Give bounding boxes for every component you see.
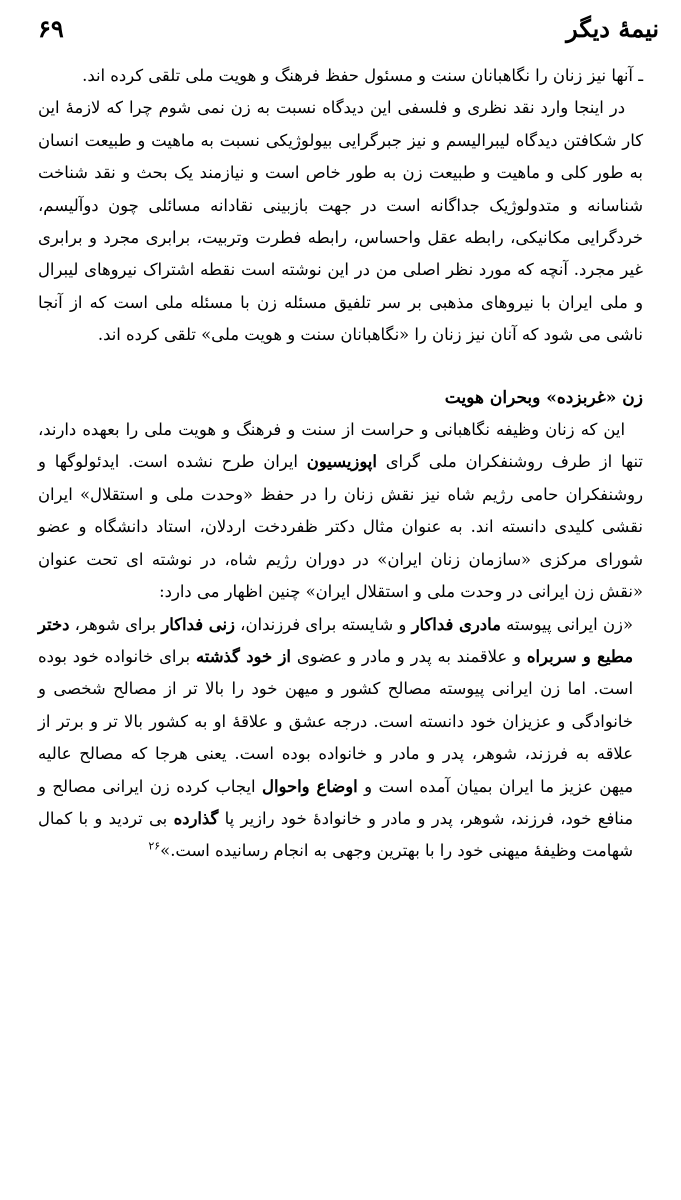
quote-bold: مادری فداکار — [411, 614, 501, 634]
quote-text: بی تردید و با کمال شهامت وظیفهٔ میهنی خود را با بهترین وجهی به انجام رسانیده است.» — [38, 808, 633, 861]
quote-text: «زن ایرانی پیوسته — [500, 614, 633, 634]
section-heading: زن «غربزده» وبحران هویت — [444, 387, 643, 408]
running-title: نیمهٔ دیگر — [566, 14, 659, 43]
quote-bold: گذارده — [173, 808, 219, 828]
bold-term: اپوزیسیون — [306, 452, 377, 472]
page-body — [38, 60, 643, 868]
page-header — [38, 8, 659, 48]
quote-text: برای شوهر، — [69, 614, 162, 634]
paragraph-continuation: ـ آنها نیز زنان را نگاهبانان سنت و مسئول حفظ فرهنگ و هویت ملی تلقی کرده اند. — [82, 66, 643, 85]
footnote-reference: ۲۶ — [148, 839, 161, 853]
quote-text: و شایسته برای فرزندان، — [234, 614, 412, 634]
quote-bold: از خود گذشته — [195, 646, 291, 666]
paragraph-identity — [38, 414, 643, 608]
quote-bold: دختر مطیع و سربراه — [38, 614, 634, 666]
page-number: ۶۹ — [38, 14, 64, 43]
quote-bold: اوضاع واحوال — [262, 776, 358, 796]
quote-text: برای خانواده خود بوده است. اما زن ایرانی پیوسته مصالح کشور و میهن خود را بالا تر از مصالح شخصی و خانوادگی و عزیزان خود دانسته است. درجه عشق و علاقهٔ او به کشور بالا تر و برتر از علاقه به فرزند، شوهر، پدر و مادر و خانواده بوده است. یعنی هرجا که مصالح عالیه میهن عزیز ما ایران بمیان آمده است و — [38, 646, 633, 796]
paragraph-text: ایران طرح نشده است. ایدئولوگها و روشنفکران حامی رژیم شاه نیز نقش زنان را در حفظ «وحدت ملی و استقلال» ایران نقشی کلیدی دانسته اند. به عنوان مثال دکتر ظفردخت اردلان، استاد دانشگاه و عضو شورای مرکزی «سازمان زنان ایران» در دوران رژیم شاه، در نوشته ای تحت عنوان «نقش زن ایرانی در وحدت ملی و استقلال ایران» چنین اظهار می دارد: — [38, 452, 643, 602]
paragraph-text: این که زنان وظیفه نگاهبانی و حراست از سنت و فرهنگ و هویت ملی را بعهده دارند، تنها از طرف روشنفکران ملی گرای — [38, 420, 643, 472]
paragraph-critique: در اینجا وارد نقد نظری و فلسفی این دیدگاه نسبت به زن نمی شوم چرا که لازمهٔ این کار شکافتن دیدگاه لیبرالیسم و نیز جبرگرایی بیولوژیکی نسبت به ماهیت و طبیعت انسان به طور کلی و ماهیت و طبیعت زن به طور خاص است و نیازمند یک بحث و نقد شناخت شناسانه و متدولوژیک جداگانه است در جهت بازبینی نقادانه مسائلی چون دوآلیسم، خردگرایی مکانیکی، رابطه عقل واحساس، رابطه فطرت وتربیت، برابری مجرد و برابری غیر مجرد. آنچه که مورد نظر اصلی من در این نوشته است نقطه اشتراک نیروهای لیبرال و ملی ایران با نیروهای مذهبی بر سر تلفیق مسئله زن با مسئله ملی است که از آنجا ناشی می شود که آنان نیز زنان را «نگاهبانان سنت و هویت ملی» تلقی کرده اند. — [38, 98, 643, 345]
quote-text: ایجاب کرده زن ایرانی مصالح و منافع خود، فرزند، شوهر، پدر و مادر و خانوادهٔ خود رازیر پا — [38, 776, 634, 828]
quote-bold: زنی فداکار — [161, 614, 235, 634]
block-quote — [38, 609, 633, 868]
quote-text: و علاقمند به پدر و مادر و عضوی — [291, 646, 527, 666]
